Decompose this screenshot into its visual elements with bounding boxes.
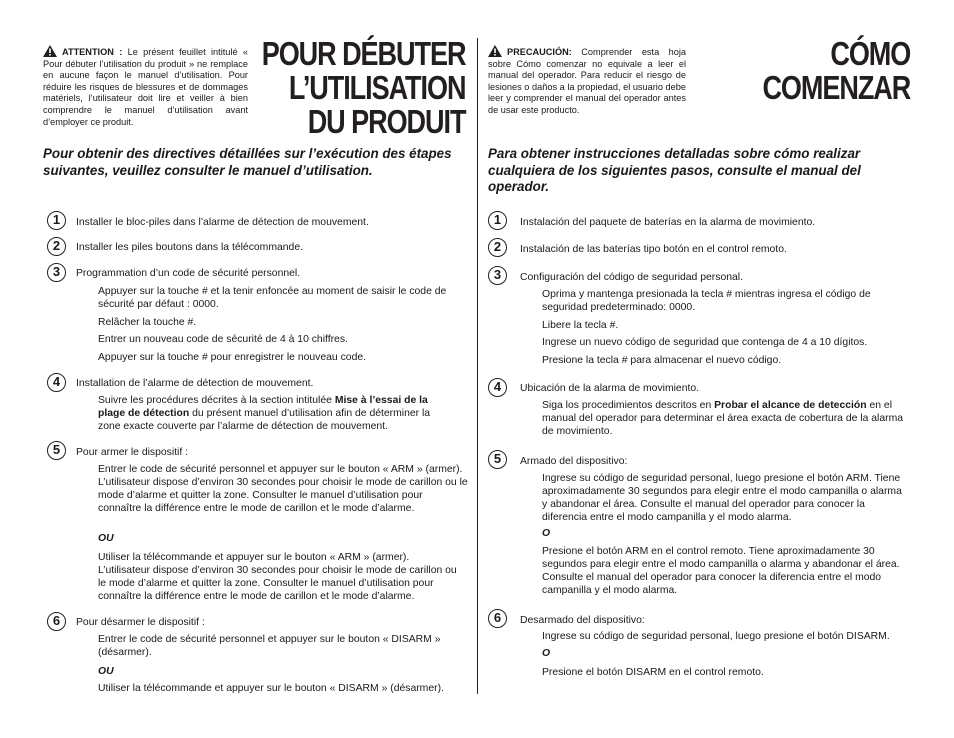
step-title: Programmation d’un code de sécurité personnel. (76, 268, 301, 279)
warning-triangle-icon (488, 45, 502, 57)
step-title: Installer les piles boutons dans la télécommande. (76, 242, 303, 253)
step-paragraph: Appuyer sur la touche # pour enregistrer le nouveau code. (98, 352, 367, 363)
step-title: Desarmado del dispositivo: (520, 615, 645, 626)
step-paragraph: Utiliser la télécommande et appuyer sur le bouton « DISARM » (désarmer). (98, 683, 444, 694)
text-run: du présent manuel d’utilisation afin de déterminer la zone exacte couverte par l’alarme de détection de mouvement. (98, 407, 431, 432)
step-paragraph: Relâcher la touche #. (98, 317, 197, 328)
step-number: 6 (488, 609, 507, 628)
text-run: Suivre les procédures décrites à la section intitulée (98, 395, 335, 406)
step-paragraph: Entrer le code de sécurité personnel et appuyer sur le bouton « ARM » (armer). L’utilisateur dispose d’environ 30 secondes pour choisir le mode de carillon ou le mode d’alarme et quitter la zone. Consulter le manuel d’utilisation pour connaître la différence entre le mode de carillon et le mode d’alarme. (98, 464, 468, 514)
warning-label: ATTENTION : (62, 47, 123, 57)
step-number: 6 (47, 612, 66, 631)
intro-text: Pour obtenir des directives détaillées sur l’exécution des étapes suivantes, veuillez consulter le manuel d’utilisation. (43, 146, 452, 178)
step-number: 1 (488, 211, 507, 230)
or-separator: OU (98, 533, 114, 544)
warning-triangle-icon (43, 45, 57, 57)
step-paragraph: Presione el botón ARM en el control remoto. Tiene aproximadamente 30 segundos para elegir entre el modo campanilla o alarma y abandonar el área. Consulte el manual del operador para conocer la diferencia entre el modo campanilla y el modo alarma. (542, 546, 900, 596)
section-reference: Mise à l’essai de la plage de détection (98, 395, 428, 419)
step-paragraph (98, 395, 450, 434)
title-line: DU PRODUIT (307, 103, 465, 140)
step-paragraph: Appuyer sur la touche # et la tenir enfoncée au moment de saisir le code de sécurité par défaut : 0000. (98, 286, 447, 310)
step-number: 5 (47, 441, 66, 460)
step-number: 2 (488, 238, 507, 257)
warning-text: Le présent feuillet intitulé « Pour débuter l’utilisation du produit » ne remplace en aucune façon le manuel d’utilisation. Pour réduire les risques de blessures et de dommages matériels, l’utilisateur doit lire et veiller à bien comprendre le manuel d’utilisation avant d’employer ce produit. (43, 47, 248, 127)
step-paragraph: Libere la tecla #. (542, 320, 619, 331)
page-title (261, 37, 465, 139)
step-title: Installer le bloc-piles dans l’alarme de détection de mouvement. (76, 217, 369, 228)
step-paragraph: Utiliser la télécommande et appuyer sur le bouton « ARM » (armer). L’utilisateur dispose d’environ 30 secondes pour choisir le mode de carillon ou le mode d’alarme et quitter la zone. Consulter le manuel d’utilisation pour connaître la différence entre le mode de carillon et le mode d’alarme. (98, 552, 457, 602)
section-reference: Probar el alcance de detección (714, 400, 867, 411)
or-separator: OU (98, 666, 114, 677)
intro-text: Para obtener instrucciones detalladas sobre cómo realizar cualquiera de los siguientes pasos, consulte el manual del operador. (488, 146, 861, 194)
step-number: 3 (488, 266, 507, 285)
or-separator: O (542, 528, 551, 539)
spanish-column (478, 0, 954, 738)
step-title: Instalación del paquete de baterías en la alarma de movimiento. (520, 217, 816, 228)
step-title: Instalación de las baterías tipo botón en el control remoto. (520, 244, 787, 255)
step-number: 5 (488, 450, 507, 469)
title-line: L’UTILISATION (288, 69, 465, 106)
attention-notice (43, 45, 248, 128)
title-line: POUR DÉBUTER (261, 35, 465, 72)
step-number: 2 (47, 237, 66, 256)
step-paragraph: Entrer le code de sécurité personnel et appuyer sur le bouton « DISARM » (désarmer). (98, 634, 441, 658)
step-paragraph: Ingrese su código de seguridad personal, luego presione el botón ARM. Tiene aproximadamente 30 segundos para elegir entre el modo campanilla o alarma y abandonar el área. Consulte el manual del operador para conocer la diferencia entre el modo campanilla y el modo alarma. (542, 473, 902, 523)
step-title: Ubicación de la alarma de movimiento. (520, 383, 700, 394)
step-number: 1 (47, 211, 66, 230)
step-paragraph: Ingrese un nuevo código de seguridad que contenga de 4 a 10 dígitos. (542, 337, 868, 348)
step-title: Armado del dispositivo: (520, 456, 628, 467)
text-run: Siga los procedimientos descritos en (542, 400, 715, 411)
step-title: Installation de l’alarme de détection de mouvement. (76, 378, 314, 389)
step-paragraph: Presione la tecla # para almacenar el nuevo código. (542, 355, 782, 366)
precaution-notice (488, 45, 686, 117)
step-paragraph: Entrer un nouveau code de sécurité de 4 à 10 chiffres. (98, 334, 348, 345)
step-paragraph: Ingrese su código de seguridad personal, luego presione el botón DISARM. (542, 631, 890, 642)
step-paragraph (542, 400, 908, 439)
title-line: COMENZAR (762, 69, 910, 106)
step-paragraph: Presione el botón DISARM en el control remoto. (542, 667, 764, 678)
warning-label: PRECAUCIÓN: (507, 47, 572, 57)
step-paragraph: Oprima y mantenga presionada la tecla # mientras ingresa el código de seguridad predeterminado: 0000. (542, 289, 871, 313)
step-number: 4 (488, 378, 507, 397)
warning-text: Comprender esta hoja sobre Cómo comenzar no equivale a leer el manual del operador. Para reducir el riesgo de lesiones o daños a la propiedad, el usuario debe leer y comprender el manual del operador antes de usar este producto. (488, 47, 687, 115)
step-title: Pour armer le dispositif : (76, 447, 189, 458)
or-separator: O (542, 648, 551, 659)
step-title: Pour désarmer le dispositif : (76, 617, 205, 628)
step-title: Configuración del código de seguridad personal. (520, 272, 743, 283)
step-number: 3 (47, 263, 66, 282)
text-run: en el manual del operador para determinar el área exacta de cobertura de la alarma de movimiento. (542, 400, 903, 437)
title-line: CÓMO (830, 35, 910, 72)
step-number: 4 (47, 373, 66, 392)
page-title (762, 37, 910, 105)
